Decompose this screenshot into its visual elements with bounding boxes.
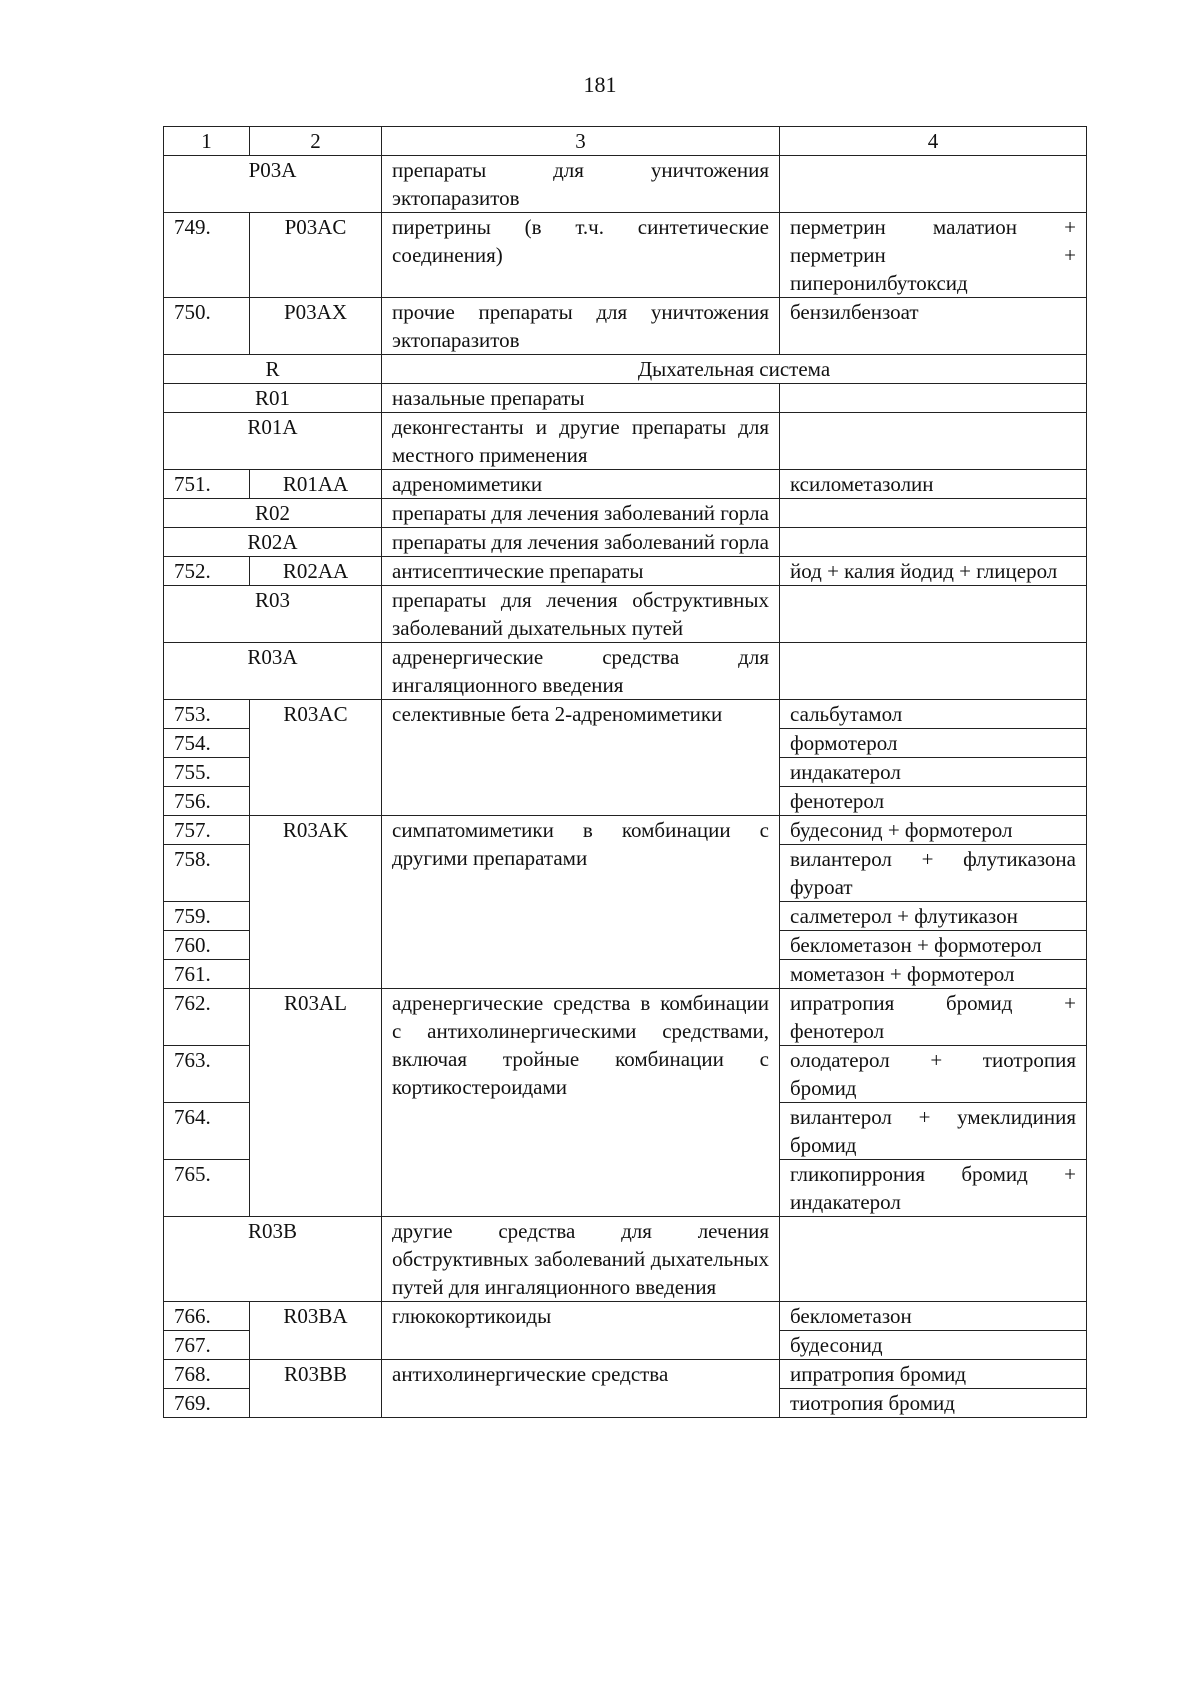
group-row xyxy=(164,1217,1087,1302)
table-row xyxy=(164,1360,1087,1389)
atc-description: симпатомиметики в комбинации с другими препаратами xyxy=(382,816,780,989)
table-row xyxy=(164,298,1087,355)
row-number: 765. xyxy=(164,1160,250,1217)
row-number: 757. xyxy=(164,816,250,845)
page-number: 181 xyxy=(583,72,617,97)
row-number: 762. xyxy=(164,989,250,1046)
atc-code: P03AC xyxy=(250,213,382,298)
atc-description: селективные бета 2-адреномиметики xyxy=(382,700,780,816)
table-row xyxy=(164,816,1087,845)
row-number: 756. xyxy=(164,787,250,816)
table-row xyxy=(164,989,1087,1046)
atc-code: R01AA xyxy=(250,470,382,499)
atc-code: R03AC xyxy=(250,700,382,816)
empty-cell xyxy=(780,643,1087,700)
drug-name: йод + калия йодид + глицерол xyxy=(780,557,1087,586)
group-code: P03A xyxy=(164,156,382,213)
table-row xyxy=(164,1302,1087,1331)
group-code: R01 xyxy=(164,384,382,413)
group-code: R03B xyxy=(164,1217,382,1302)
group-code: R03A xyxy=(164,643,382,700)
group-description: препараты для лечения заболеваний горла xyxy=(382,499,780,528)
header-col-1: 1 xyxy=(164,127,250,156)
section-code: R xyxy=(164,355,382,384)
atc-code: R03BA xyxy=(250,1302,382,1360)
drug-name: ипратропия бромид xyxy=(780,1360,1087,1389)
empty-cell xyxy=(780,586,1087,643)
group-description: другие средства для лечения обструктивных заболеваний дыхательных путей для ингаляционного введения xyxy=(382,1217,780,1302)
atc-description: антихолинергические средства xyxy=(382,1360,780,1418)
row-number: 769. xyxy=(164,1389,250,1418)
table-row xyxy=(164,700,1087,729)
group-code: R01A xyxy=(164,413,382,470)
group-description: препараты для уничтожения эктопаразитов xyxy=(382,156,780,213)
drug-name: сальбутамол xyxy=(780,700,1087,729)
row-number: 758. xyxy=(164,845,250,902)
table-row xyxy=(164,470,1087,499)
group-row xyxy=(164,586,1087,643)
row-number: 753. xyxy=(164,700,250,729)
row-number: 768. xyxy=(164,1360,250,1389)
medication-table xyxy=(163,126,1087,1418)
row-number: 755. xyxy=(164,758,250,787)
drug-name: ипратропия бромид + фенотерол xyxy=(780,989,1087,1046)
atc-description: прочие препараты для уничтожения эктопаразитов xyxy=(382,298,780,355)
atc-description: адреномиметики xyxy=(382,470,780,499)
drug-name: вилантерол + умеклидиния бромид xyxy=(780,1103,1087,1160)
row-number: 749. xyxy=(164,213,250,298)
drug-name: тиотропия бромид xyxy=(780,1389,1087,1418)
empty-cell xyxy=(780,499,1087,528)
drug-name: формотерол xyxy=(780,729,1087,758)
group-row xyxy=(164,528,1087,557)
row-number: 761. xyxy=(164,960,250,989)
section-row xyxy=(164,355,1087,384)
atc-code: R03AL xyxy=(250,989,382,1217)
group-row xyxy=(164,156,1087,213)
drug-name: мометазон + формотерол xyxy=(780,960,1087,989)
row-number: 767. xyxy=(164,1331,250,1360)
drug-name: беклометазон + формотерол xyxy=(780,931,1087,960)
atc-description: пиретрины (в т.ч. синтетические соединения) xyxy=(382,213,780,298)
drug-name: индакатерол xyxy=(780,758,1087,787)
group-description: деконгестанты и другие препараты для местного применения xyxy=(382,413,780,470)
empty-cell xyxy=(780,384,1087,413)
drug-name: фенотерол xyxy=(780,787,1087,816)
drug-name: вилантерол + флутиказона фуроат xyxy=(780,845,1087,902)
drug-name: гликопиррония бромид + индакатерол xyxy=(780,1160,1087,1217)
group-description: адренергические средства для ингаляционного введения xyxy=(382,643,780,700)
group-description: препараты для лечения обструктивных заболеваний дыхательных путей xyxy=(382,586,780,643)
row-number: 750. xyxy=(164,298,250,355)
drug-name: салметерол + флутиказон xyxy=(780,902,1087,931)
table-header-row xyxy=(164,127,1087,156)
row-number: 751. xyxy=(164,470,250,499)
row-number: 752. xyxy=(164,557,250,586)
group-row xyxy=(164,499,1087,528)
group-row xyxy=(164,413,1087,470)
row-number: 763. xyxy=(164,1046,250,1103)
drug-name: перметрин малатион + перметрин + пиперонилбутоксид xyxy=(780,213,1087,298)
row-number: 754. xyxy=(164,729,250,758)
table-row xyxy=(164,557,1087,586)
group-row xyxy=(164,643,1087,700)
drug-name: будесонид xyxy=(780,1331,1087,1360)
header-col-2: 2 xyxy=(250,127,382,156)
empty-cell xyxy=(780,413,1087,470)
drug-name: беклометазон xyxy=(780,1302,1087,1331)
section-title: Дыхательная система xyxy=(382,355,1087,384)
row-number: 764. xyxy=(164,1103,250,1160)
table-row xyxy=(164,213,1087,298)
empty-cell xyxy=(780,528,1087,557)
group-description: назальные препараты xyxy=(382,384,780,413)
row-number: 760. xyxy=(164,931,250,960)
row-number: 766. xyxy=(164,1302,250,1331)
atc-code: R02AA xyxy=(250,557,382,586)
drug-name: ксилометазолин xyxy=(780,470,1087,499)
atc-description: глюкокортикоиды xyxy=(382,1302,780,1360)
header-col-3: 3 xyxy=(382,127,780,156)
empty-cell xyxy=(780,156,1087,213)
group-code: R02A xyxy=(164,528,382,557)
group-code: R02 xyxy=(164,499,382,528)
group-description: препараты для лечения заболеваний горла xyxy=(382,528,780,557)
drug-name: олодатерол + тиотропия бромид xyxy=(780,1046,1087,1103)
header-col-4: 4 xyxy=(780,127,1087,156)
group-row xyxy=(164,384,1087,413)
empty-cell xyxy=(780,1217,1087,1302)
atc-description: адренергические средства в комбинации с антихолинергическими средствами, включая тройные комбинации с кортикостероидами xyxy=(382,989,780,1217)
atc-description: антисептические препараты xyxy=(382,557,780,586)
atc-code: R03AK xyxy=(250,816,382,989)
row-number: 759. xyxy=(164,902,250,931)
drug-name: будесонид + формотерол xyxy=(780,816,1087,845)
group-code: R03 xyxy=(164,586,382,643)
drug-name: бензилбензоат xyxy=(780,298,1087,355)
atc-code: P03AX xyxy=(250,298,382,355)
atc-code: R03BB xyxy=(250,1360,382,1418)
